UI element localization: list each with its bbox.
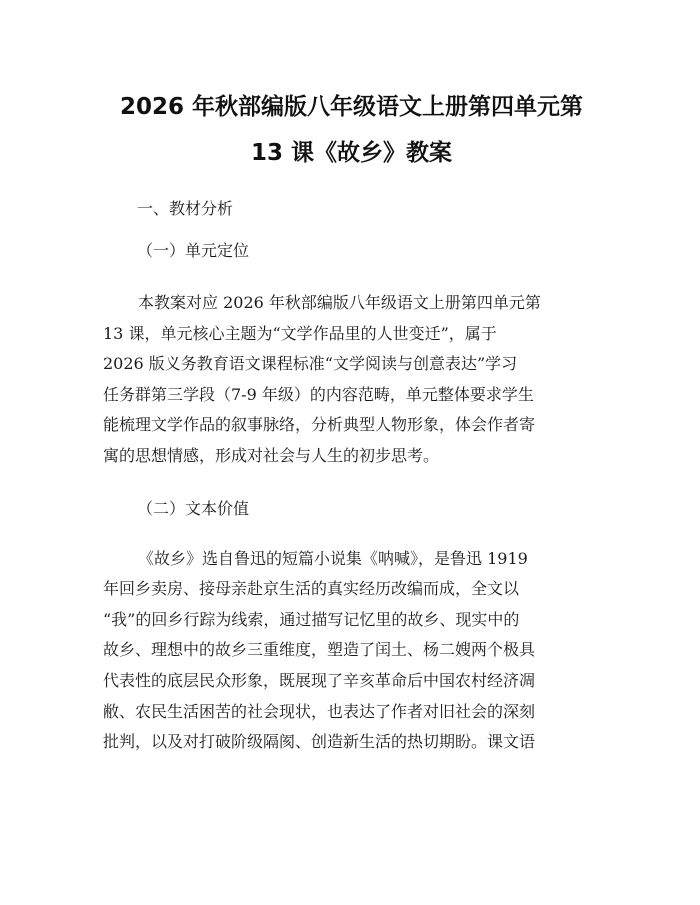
- paragraph-line: 批判，以及对打破阶级隔阂、创造新生活的热切期盼。课文语: [103, 732, 536, 752]
- paragraph-line: 2026 版义务教育语文课程标准“文学阅读与创意表达”学习: [103, 354, 518, 374]
- paragraph-line: 13 课，单元核心主题为“文学作品里的人世变迁”，属于: [103, 323, 497, 343]
- title-line-1: 2026 年秋部编版八年级语文上册第四单元第: [119, 94, 584, 120]
- paragraph-line: “我”的回乡行踪为线索，通过描写记忆里的故乡、现实中的: [103, 609, 520, 629]
- title-line-2: 13 课《故乡》教案: [250, 140, 452, 166]
- paragraph-line: 寓的思想情感，形成对社会与人生的初步思考。: [103, 445, 440, 465]
- paragraph-line: 能梳理文学作品的叙事脉络，分析典型人物形象，体会作者寄: [103, 415, 536, 435]
- paragraph-unit-positioning: [103, 288, 600, 472]
- section-heading-teaching-material-analysis: 一、教材分析: [137, 199, 234, 218]
- document-page: [103, 0, 600, 758]
- paragraph-line: 敝、农民生活困苦的社会现状，也表达了作者对旧社会的深刻: [103, 701, 536, 721]
- paragraph-text-value: [103, 544, 600, 758]
- paragraph-line: 《故乡》选自鲁迅的短篇小说集《呐喊》，是鲁迅 1919: [138, 548, 528, 568]
- paragraph-line: 故乡、理想中的故乡三重维度，塑造了闰土、杨二嫂两个极具: [103, 640, 536, 660]
- paragraph-line: 本教案对应 2026 年秋部编版八年级语文上册第四单元第: [138, 293, 541, 312]
- document-title: [103, 0, 600, 176]
- subsection-heading-text-value: （二）文本价值: [137, 498, 250, 518]
- paragraph-line: 年回乡卖房、接母亲赴京生活的真实经历改编而成，全文以: [103, 579, 520, 599]
- paragraph-line: 任务群第三学段（7-9 年级）的内容范畴，单元整体要求学生: [103, 384, 534, 404]
- paragraph-line: 代表性的底层民众形象，既展现了辛亥革命后中国农村经济凋: [103, 670, 536, 690]
- subsection-heading-unit-positioning: （一）单元定位: [137, 241, 250, 260]
